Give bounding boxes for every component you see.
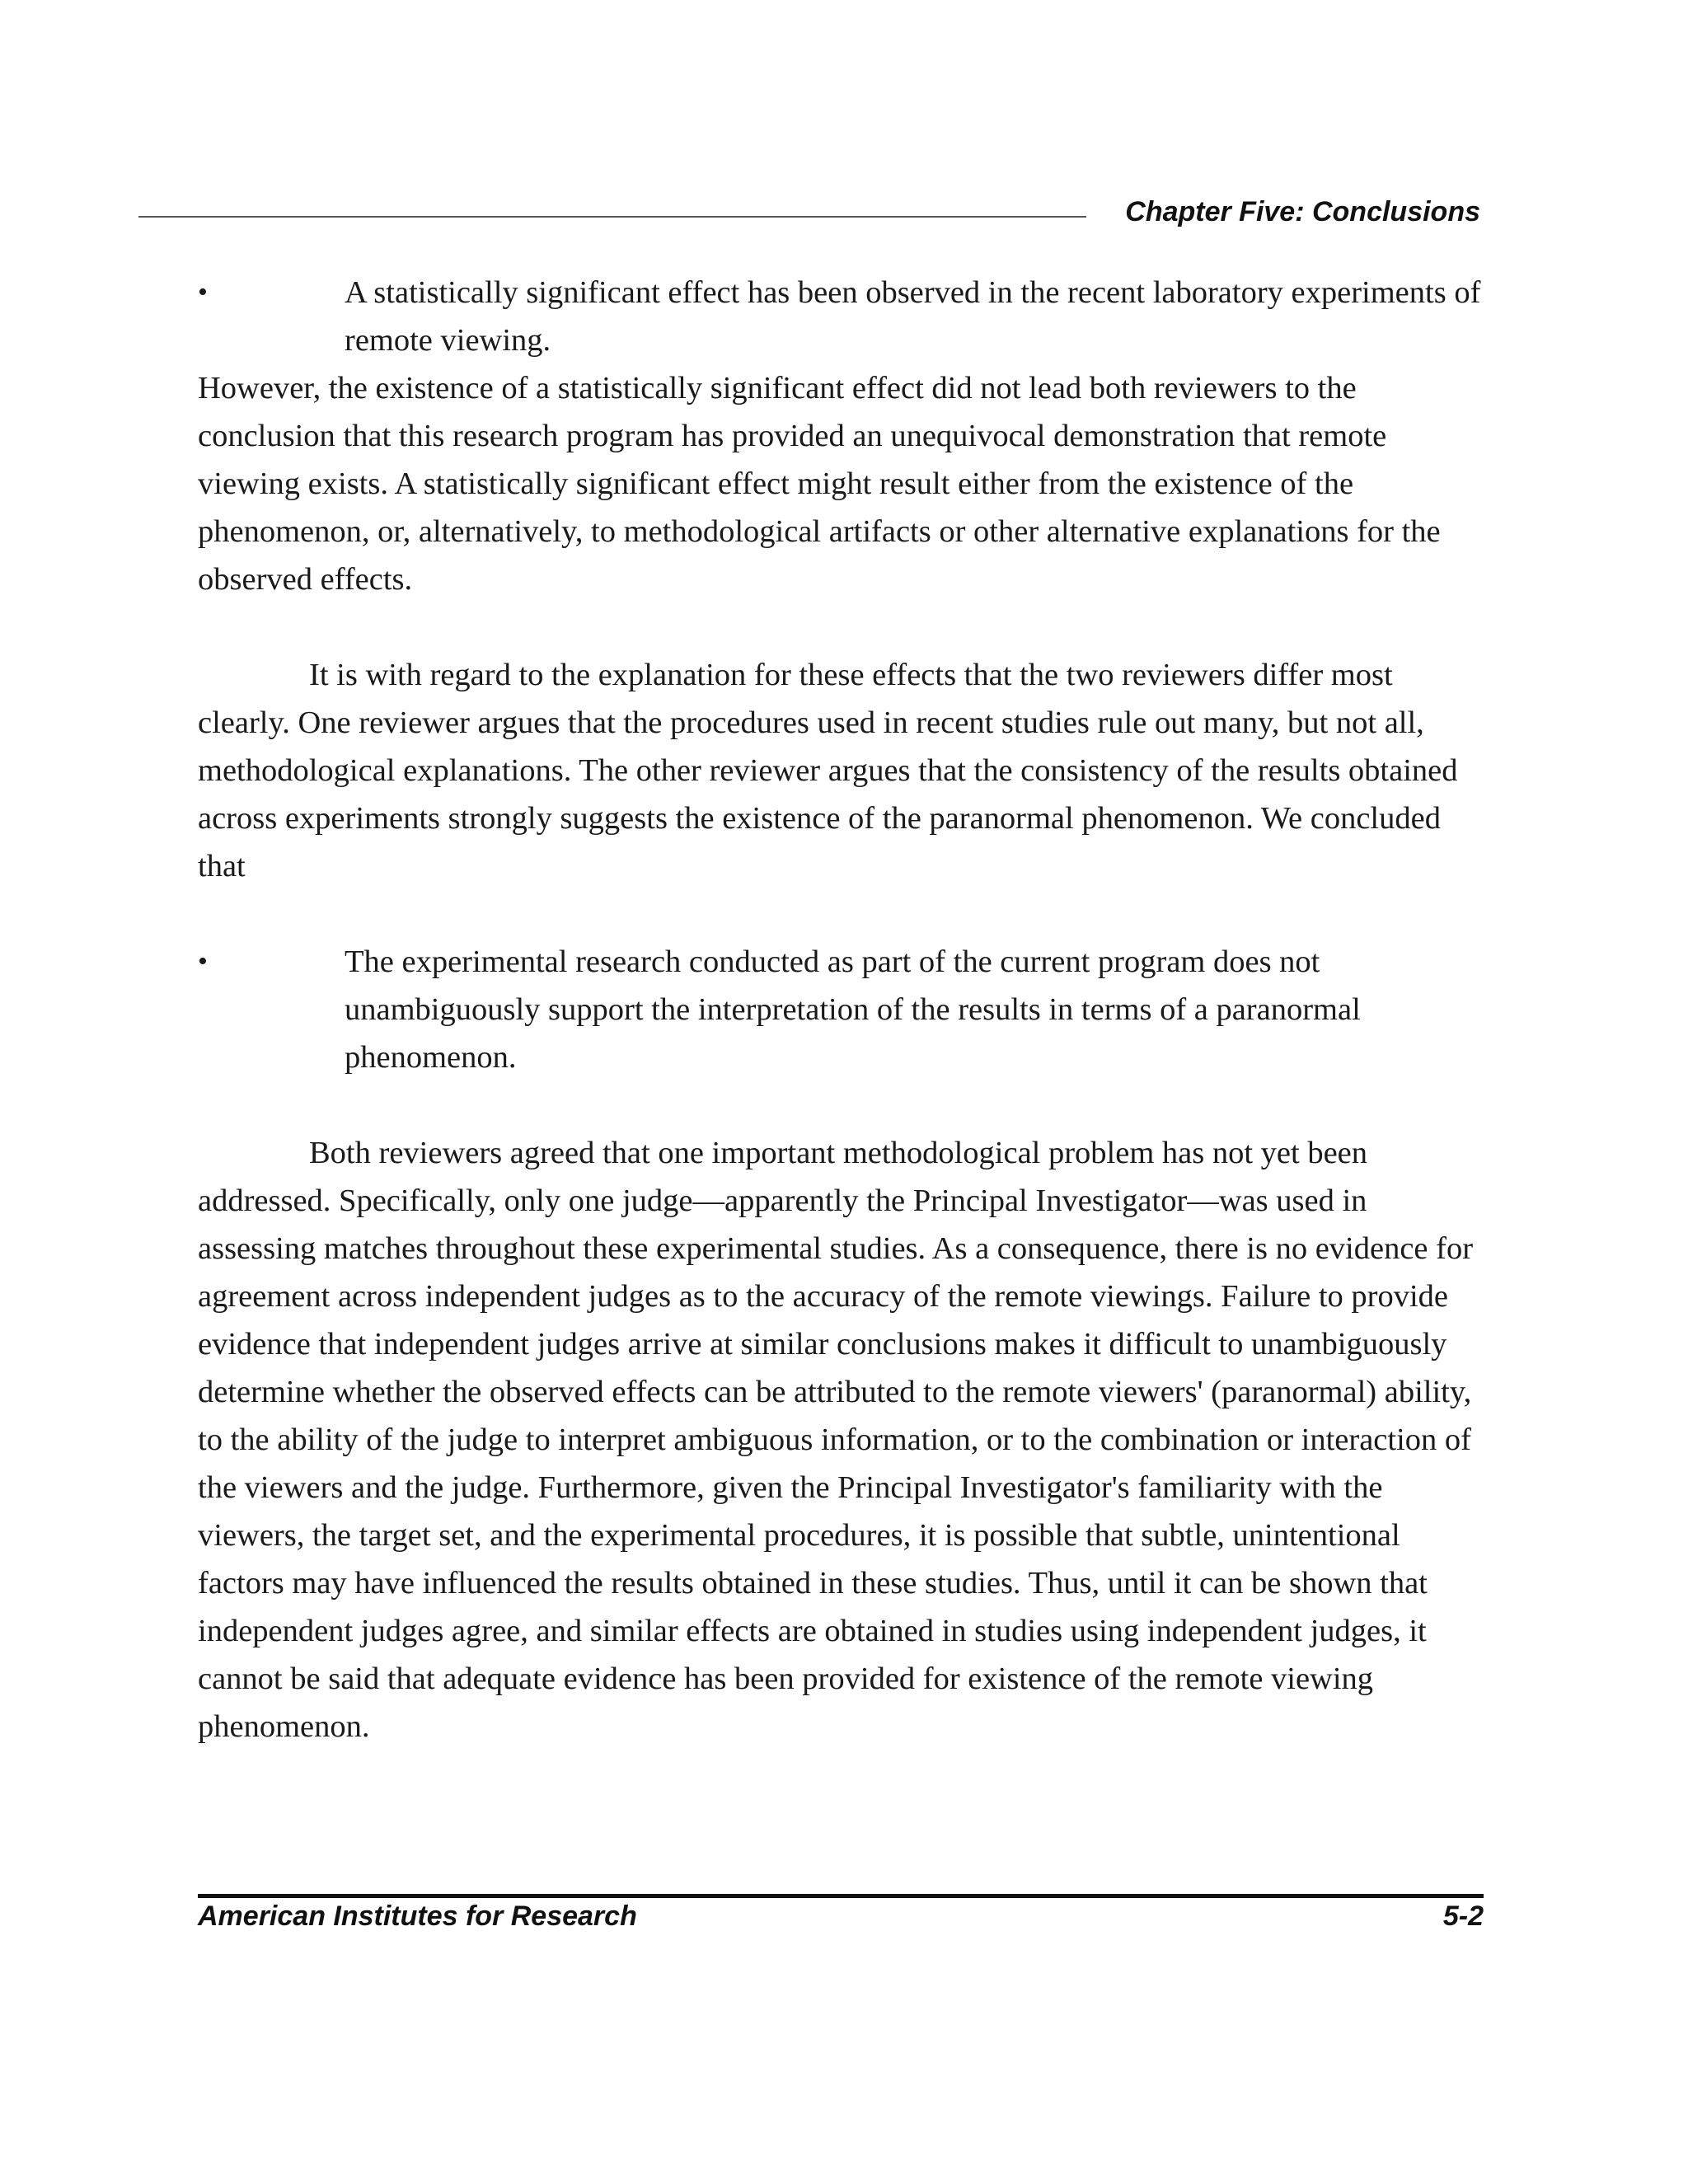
bullet-item-1 [198,269,1484,364]
page-content [198,269,1484,1750]
footer-rule [198,1894,1484,1898]
paragraph-1: However, the existence of a statistically significant effect did not lead both reviewers to the conclusion that this research program has provided an unequivocal demonstration that remote viewing exists. A statistically significant effect might result either from the existence of the phenomenon, or, alternatively, to methodological artifacts or other alternative explanations for the observed effects. [198,371,1441,597]
bullet-item-2 [198,938,1484,1081]
header-rule [138,216,1086,218]
paragraph-gap [198,603,1484,651]
paragraph-3: Both reviewers agreed that one important methodological problem has not yet been addressed. Specifically, only one judge—apparently the Principal Investigator—was used in assessing matches throughout these experimental studies. As a consequence, there is no evidence for agreement across independent judges as to the accuracy of the remote viewings. Failure to provide evidence that independent judges arrive at similar conclusions makes it difficult to unambiguously determine whether the observed effects can be attributed to the remote viewers' (paranormal) ability, to the ability of the judge to interpret ambiguous information, or to the combination or interaction of the viewers and the judge. Furthermore, given the Principal Investigator's familiarity with the viewers, the target set, and the experimental procedures, it is possible that subtle, unintentional factors may have influenced the results obtained in these studies. Thus, until it can be shown that independent judges agree, and similar effects are obtained in studies using independent judges, it cannot be said that adequate evidence has been provided for existence of the remote viewing phenomenon. [198,1136,1474,1744]
footer-organization: American Institutes for Research [198,1900,637,1932]
chapter-title: Chapter Five: Conclusions [1125,196,1480,227]
bullet-dot-icon: • [198,277,208,307]
page-number: 5-2 [1442,1900,1484,1932]
bullet-dot-icon: • [198,946,208,977]
paragraph-2: It is with regard to the explanation for these effects that the two reviewers differ most clearly. One reviewer argues that the procedures used in recent studies rule out many, but not all, methodological explanations. The other reviewer argues that the consistency of the results obtained across experiments strongly suggests the existence of the paranormal phenomenon. We concluded that [198,658,1458,883]
bullet-text-2: The experimental research conducted as part of the current program does not unambiguously support the interpretation of the results in terms of a paranormal phenomenon. [345,944,1361,1075]
bullet-text-1: A statistically significant effect has been observed in the recent laboratory experiments of remote viewing. [345,275,1481,358]
paragraph-gap [198,890,1484,938]
paragraph-gap [198,1081,1484,1129]
